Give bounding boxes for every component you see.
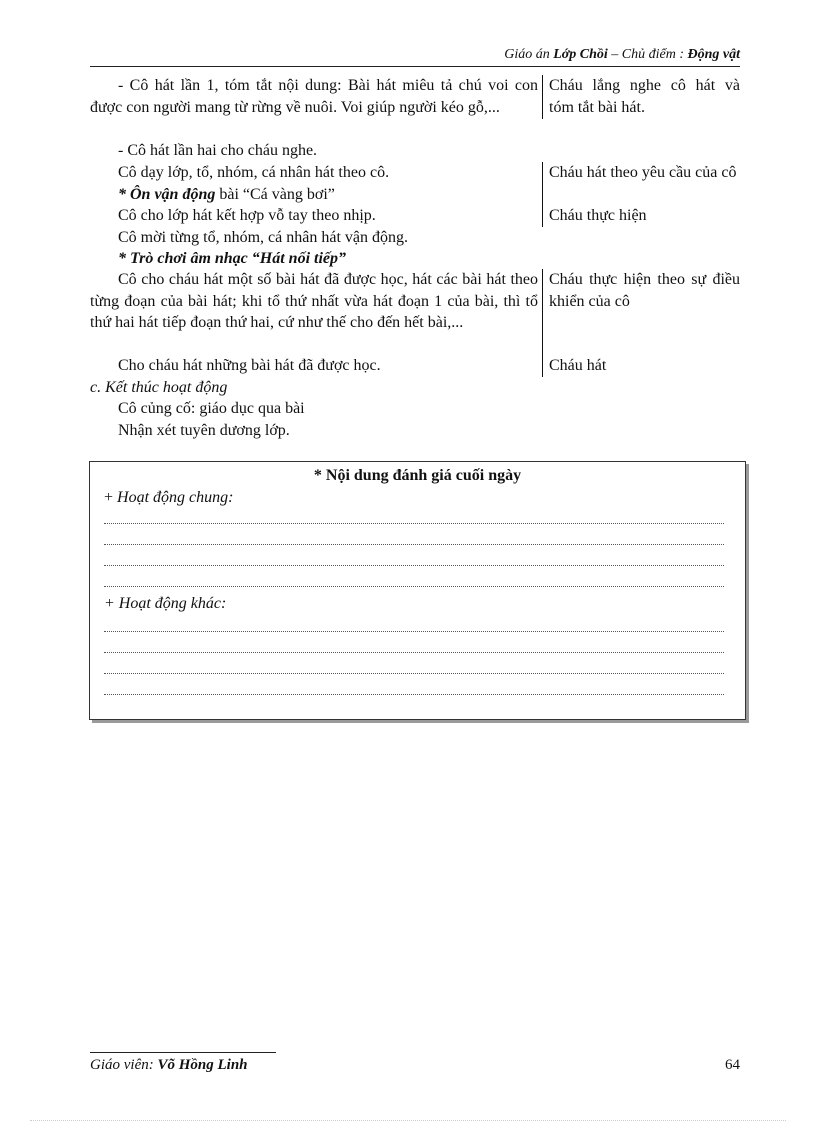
teacher-prefix: Giáo viên:: [90, 1057, 158, 1073]
answer-line[interactable]: [104, 585, 724, 587]
column-divider: [542, 269, 543, 355]
bottom-border: [30, 1120, 786, 1121]
teacher-name: Võ Hồng Linh: [157, 1057, 248, 1073]
header-theme: Động vật: [687, 47, 740, 62]
evaluation-box: [89, 461, 746, 720]
general-activity-label: [104, 489, 233, 507]
page-header: [90, 46, 740, 67]
column-divider: [542, 205, 543, 227]
activity-section-heading: [90, 184, 538, 206]
activity-section-heading: * Trò chơi âm nhạc “Hát nối tiếp”: [118, 250, 347, 267]
activity-child-text: Cháu thực hiện: [549, 207, 647, 224]
column-divider: [542, 355, 543, 377]
activity-teacher-text: Cô cho cháu hát một số bài hát đã được học, hát các bài hát theo từng đoạn của bài hát; khi tổ thứ nhất vừa hát đoạn 1 của bài, thì tổ thứ hai hát tiếp đoạn thứ hai, cứ như thế cho đến hết bài,...: [90, 271, 538, 331]
activity-teacher-text: Cho cháu hát những bài hát đã được học.: [118, 357, 381, 374]
footer-teacher: [90, 1057, 248, 1074]
header-class-name: Lớp Chồi: [553, 47, 608, 62]
answer-line[interactable]: [104, 693, 724, 695]
general-activity-text: Hoạt động chung:: [113, 489, 234, 506]
header-prefix: Giáo án: [504, 47, 554, 62]
answer-line[interactable]: [104, 651, 724, 653]
activity-teacher-text: Cô cho lớp hát kết hợp vỗ tay theo nhịp.: [118, 207, 376, 224]
activity-child-text: Cháu hát: [549, 357, 607, 374]
activity-teacher-text: Cô dạy lớp, tổ, nhóm, cá nhân hát theo cô.: [118, 164, 390, 181]
footer-rule: [90, 1052, 276, 1053]
answer-line[interactable]: [104, 522, 724, 524]
column-divider: [542, 75, 543, 119]
section-label-rest: bài “Cá vàng bơi”: [215, 186, 335, 203]
activity-teacher-text: Cô mời từng tổ, nhóm, cá nhân hát vận động.: [118, 229, 408, 246]
answer-line[interactable]: [104, 630, 724, 632]
closing-heading: c. Kết thúc hoạt động: [90, 379, 228, 396]
evaluation-title: * Nội dung đánh giá cuối ngày: [313, 467, 522, 484]
activity-child-text: Cháu hát theo yêu cầu của cô: [549, 164, 737, 181]
section-label: * Ôn vận động: [118, 186, 216, 203]
plus-sign: +: [104, 489, 114, 506]
answer-line[interactable]: [104, 543, 724, 545]
answer-line[interactable]: [104, 672, 724, 674]
activity-child-text: Cháu lắng nghe cô hát và tóm tắt bài hát.: [549, 77, 740, 116]
activity-child-text: Cháu thực hiện theo sự điều khiển của cô: [549, 271, 740, 310]
header-separator: – Chủ điểm :: [607, 47, 688, 62]
column-divider: [542, 162, 543, 206]
activity-teacher-text: - Cô hát lần 1, tóm tắt nội dung: Bài hát miêu tả chú voi con được con người mang từ rừng về nuôi. Voi giúp người kéo gỗ,...: [90, 77, 538, 116]
closing-text: Cô củng cố: giáo dục qua bài: [118, 400, 305, 417]
other-activity-label: + Hoạt động khác:: [104, 595, 227, 612]
closing-text: Nhận xét tuyên dương lớp.: [118, 422, 290, 439]
answer-line[interactable]: [104, 564, 724, 566]
page-number: 64: [725, 1057, 740, 1073]
activity-teacher-text: - Cô hát lần hai cho cháu nghe.: [118, 142, 318, 159]
